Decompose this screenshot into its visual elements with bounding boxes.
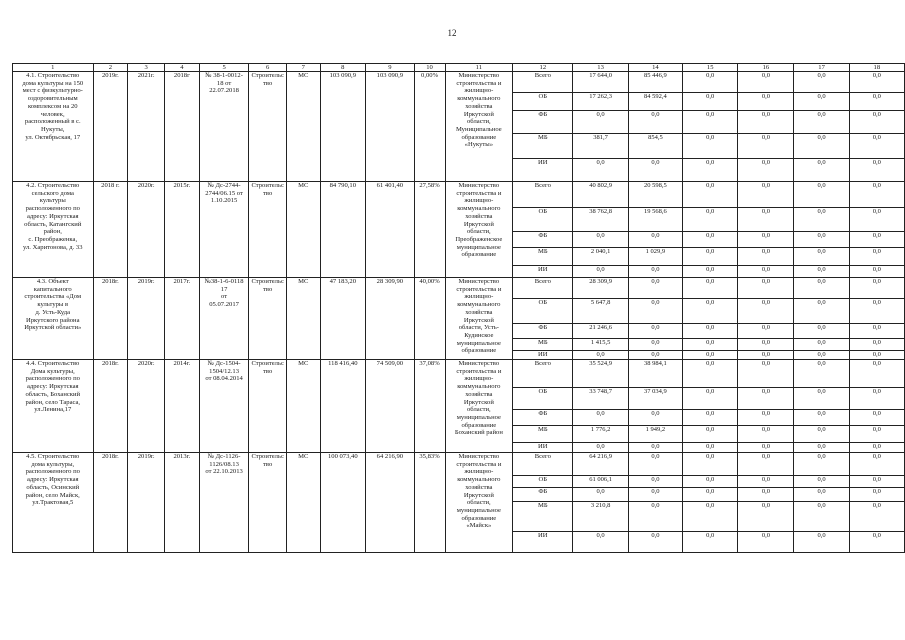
funding-source-regional-budget: ОБ [513, 299, 573, 324]
readiness-percent-cell: 37,08% [414, 360, 445, 453]
funding-amount-cell: 0,0 [794, 443, 849, 453]
design-year-cell: 2018г [164, 72, 199, 182]
funding-amount-cell: 0,0 [738, 532, 794, 553]
funding-amount-cell: 0,0 [738, 476, 794, 488]
funding-amount-cell: 0,0 [738, 502, 794, 532]
funding-amount-cell: 2 040,1 [573, 248, 628, 266]
funding-amount-cell: 17 644,0 [573, 72, 628, 93]
funding-amount-cell: 38 762,8 [573, 208, 628, 232]
funding-amount-cell: 0,0 [683, 93, 738, 111]
funding-amount-cell: 0,0 [628, 278, 682, 299]
readiness-percent-cell: 35,83% [414, 453, 445, 553]
funding-amount-cell: 0,0 [738, 426, 794, 443]
funding-amount-cell: 0,0 [683, 232, 738, 248]
work-type-cell: Строительс тво [249, 72, 286, 182]
funding-amount-cell: 35 524,9 [573, 360, 628, 388]
object-name-cell: 4.4. Строительство Дома культуры, расположенного по адресу: Иркутская область, Боханский район, село Тараса, ул.Ленина,17 [13, 360, 94, 453]
ownership-cell: МС [286, 72, 320, 182]
column-number-15: 15 [683, 64, 738, 72]
funding-amount-cell: 0,0 [849, 410, 904, 426]
readiness-percent-cell: 40,00% [414, 278, 445, 360]
object-name-cell: 4.2. Строительство сельского дома культуры расположенного по адресу: Иркутская область, Катангский район, с. Преображенка, ул. Харитонова, д. 33 [13, 182, 94, 278]
funding-amount-cell: 0,0 [849, 339, 904, 351]
funding-amount-cell: 19 568,6 [628, 208, 682, 232]
funding-amount-cell: 0,0 [683, 339, 738, 351]
funding-amount-cell: 0,0 [628, 502, 682, 532]
design-year-cell: 2014г. [164, 360, 199, 453]
funding-amount-cell: 1 415,5 [573, 339, 628, 351]
work-type-cell: Строительс тво [249, 182, 286, 278]
work-type-cell: Строительс тво [249, 278, 286, 360]
funding-amount-cell: 854,5 [628, 134, 682, 159]
funding-amount-cell: 0,0 [849, 502, 904, 532]
end-year-cell: 2020г. [128, 360, 165, 453]
page-number: 12 [447, 28, 457, 38]
ownership-cell: МС [286, 182, 320, 278]
funding-amount-cell: 0,0 [573, 488, 628, 502]
funding-amount-cell: 0,0 [738, 182, 794, 208]
funding-amount-cell: 0,0 [849, 324, 904, 339]
funding-amount-cell: 0,0 [683, 134, 738, 159]
funding-amount-cell: 0,0 [794, 299, 849, 324]
funding-amount-cell: 0,0 [628, 476, 682, 488]
funding-amount-cell: 0,0 [628, 532, 682, 553]
funding-amount-cell: 0,0 [794, 266, 849, 278]
funding-amount-cell: 0,0 [794, 248, 849, 266]
funding-amount-cell: 5 647,8 [573, 299, 628, 324]
column-number-13: 13 [573, 64, 628, 72]
funding-amount-cell: 0,0 [849, 388, 904, 410]
funding-amount-cell: 0,0 [849, 182, 904, 208]
column-number-4: 4 [164, 64, 199, 72]
responsible-executor-cell: Министерство строительства и жилищно- коммунального хозяйства Иркутской области, Преображенское муниципальное образование [445, 182, 513, 278]
funding-amount-cell: 1 029,9 [628, 248, 682, 266]
funding-amount-cell: 40 802,9 [573, 182, 628, 208]
column-number-18: 18 [849, 64, 904, 72]
funding-amount-cell: 0,0 [683, 159, 738, 182]
table-row [13, 72, 905, 93]
estimated-cost-cell: 118 416,40 [320, 360, 366, 453]
expertise-conclusion-cell: № 38-1-0012- 18 от 22.07.2018 [199, 72, 249, 182]
construction-projects-table [12, 63, 905, 553]
funding-amount-cell: 0,0 [794, 426, 849, 443]
funding-amount-cell: 0,0 [738, 299, 794, 324]
remaining-cost-cell: 74 509,00 [366, 360, 415, 453]
design-year-cell: 2013г. [164, 453, 199, 553]
responsible-executor-cell: Министерство строительства и жилищно- коммунального хозяйства Иркутской области, муниципальное образование Боханский район [445, 360, 513, 453]
funding-amount-cell: 0,0 [683, 426, 738, 443]
funding-amount-cell: 0,0 [738, 488, 794, 502]
funding-amount-cell: 0,0 [683, 278, 738, 299]
funding-amount-cell: 0,0 [849, 72, 904, 93]
funding-amount-cell: 0,0 [628, 351, 682, 360]
object-name-cell: 4.3. Объект капитального строительства «Дом культуры в д. Усть-Куда Иркутского района Иркутской области» [13, 278, 94, 360]
funding-amount-cell: 0,0 [683, 360, 738, 388]
funding-amount-cell: 61 006,1 [573, 476, 628, 488]
funding-amount-cell: 0,0 [849, 453, 904, 476]
funding-amount-cell: 0,0 [628, 299, 682, 324]
work-type-cell: Строительс тво [249, 360, 286, 453]
funding-source-other-sources: ИИ [513, 266, 573, 278]
funding-amount-cell: 0,0 [794, 532, 849, 553]
funding-amount-cell: 0,0 [683, 532, 738, 553]
funding-source-total: Всего [513, 182, 573, 208]
estimated-cost-cell: 103 090,9 [320, 72, 366, 182]
funding-amount-cell: 0,0 [683, 388, 738, 410]
funding-amount-cell: 0,0 [849, 443, 904, 453]
funding-source-municipal-budget: МБ [513, 339, 573, 351]
estimated-cost-cell: 84 790,10 [320, 182, 366, 278]
funding-amount-cell: 0,0 [738, 388, 794, 410]
funding-source-other-sources: ИИ [513, 532, 573, 553]
funding-amount-cell: 1 949,2 [628, 426, 682, 443]
column-number-11: 11 [445, 64, 513, 72]
remaining-cost-cell: 28 309,90 [366, 278, 415, 360]
funding-source-federal-budget: ФБ [513, 111, 573, 134]
funding-amount-cell: 0,0 [628, 111, 682, 134]
table-row [13, 182, 905, 208]
funding-amount-cell: 0,0 [849, 134, 904, 159]
funding-source-other-sources: ИИ [513, 159, 573, 182]
funding-source-municipal-budget: МБ [513, 502, 573, 532]
funding-source-total: Всего [513, 360, 573, 388]
funding-amount-cell: 21 246,6 [573, 324, 628, 339]
funding-amount-cell: 0,0 [849, 532, 904, 553]
funding-amount-cell: 0,0 [738, 111, 794, 134]
funding-amount-cell: 0,0 [738, 72, 794, 93]
funding-amount-cell: 0,0 [794, 453, 849, 476]
column-number-6: 6 [249, 64, 286, 72]
funding-amount-cell: 0,0 [738, 232, 794, 248]
funding-amount-cell: 0,0 [794, 339, 849, 351]
start-year-cell: 2018 г. [93, 182, 128, 278]
responsible-executor-cell: Министерство строительства и жилищно- коммунального хозяйства Иркутской области, Муниципальное образование «Нукуты» [445, 72, 513, 182]
remaining-cost-cell: 103 090,9 [366, 72, 415, 182]
funding-amount-cell: 0,0 [628, 266, 682, 278]
funding-amount-cell: 0,0 [794, 159, 849, 182]
ownership-cell: МС [286, 360, 320, 453]
funding-source-federal-budget: ФБ [513, 324, 573, 339]
funding-source-total: Всего [513, 453, 573, 476]
object-name-cell: 4.5. Строительство дома культуры, расположенного по адресу: Иркутская область, Осинский район, село Майск, ул.Трактовая,5 [13, 453, 94, 553]
funding-amount-cell: 0,0 [683, 351, 738, 360]
end-year-cell: 2019г. [128, 278, 165, 360]
funding-amount-cell: 0,0 [628, 488, 682, 502]
expertise-conclusion-cell: № Дс-1504- 1504/12.13 от 08.04.2014 [199, 360, 249, 453]
funding-amount-cell: 0,0 [849, 111, 904, 134]
funding-amount-cell: 0,0 [628, 232, 682, 248]
funding-amount-cell: 0,0 [794, 278, 849, 299]
column-number-14: 14 [628, 64, 682, 72]
funding-amount-cell: 0,0 [849, 159, 904, 182]
responsible-executor-cell: Министерство строительства и жилищно- коммунального хозяйства Иркутской области, Усть- Кудинское муниципальное образование [445, 278, 513, 360]
end-year-cell: 2019г. [128, 453, 165, 553]
funding-source-municipal-budget: МБ [513, 134, 573, 159]
funding-amount-cell: 0,0 [573, 443, 628, 453]
funding-amount-cell: 0,0 [683, 476, 738, 488]
funding-source-regional-budget: ОБ [513, 93, 573, 111]
funding-amount-cell: 0,0 [738, 266, 794, 278]
funding-source-other-sources: ИИ [513, 443, 573, 453]
funding-amount-cell: 0,0 [849, 278, 904, 299]
funding-amount-cell: 20 598,5 [628, 182, 682, 208]
readiness-percent-cell: 0,00% [414, 72, 445, 182]
column-number-1: 1 [13, 64, 94, 72]
funding-source-total: Всего [513, 278, 573, 299]
design-year-cell: 2015г. [164, 182, 199, 278]
funding-source-municipal-budget: МБ [513, 248, 573, 266]
funding-source-total: Всего [513, 72, 573, 93]
work-type-cell: Строительс тво [249, 453, 286, 553]
funding-amount-cell: 0,0 [573, 532, 628, 553]
start-year-cell: 2018г. [93, 453, 128, 553]
funding-amount-cell: 0,0 [794, 360, 849, 388]
column-number-12: 12 [513, 64, 573, 72]
funding-amount-cell: 0,0 [849, 93, 904, 111]
funding-amount-cell: 0,0 [849, 248, 904, 266]
funding-amount-cell: 0,0 [628, 339, 682, 351]
funding-amount-cell: 0,0 [794, 232, 849, 248]
expertise-conclusion-cell: № Дс-1126- 1126/08.13 от 22.10.2013 [199, 453, 249, 553]
funding-amount-cell: 0,0 [794, 488, 849, 502]
funding-amount-cell: 0,0 [738, 278, 794, 299]
funding-amount-cell: 0,0 [628, 410, 682, 426]
funding-source-federal-budget: ФБ [513, 488, 573, 502]
funding-amount-cell: 3 210,8 [573, 502, 628, 532]
object-name-cell: 4.1. Строительство дома культуры на 150 мест с физкультурно- оздоровительным комплексом на 20 человек, расположенный в с. Нукуты, ул. Октябрьская, 17 [13, 72, 94, 182]
funding-amount-cell: 0,0 [573, 351, 628, 360]
readiness-percent-cell: 27,58% [414, 182, 445, 278]
funding-amount-cell: 0,0 [738, 324, 794, 339]
funding-amount-cell: 0,0 [849, 426, 904, 443]
funding-amount-cell: 0,0 [683, 488, 738, 502]
remaining-cost-cell: 64 216,90 [366, 453, 415, 553]
funding-amount-cell: 0,0 [683, 208, 738, 232]
expertise-conclusion-cell: № Дс-2744- 2744/06.15 от 1.10.2015 [199, 182, 249, 278]
funding-amount-cell: 0,0 [849, 351, 904, 360]
funding-amount-cell: 0,0 [738, 351, 794, 360]
ownership-cell: МС [286, 278, 320, 360]
funding-amount-cell: 17 262,3 [573, 93, 628, 111]
remaining-cost-cell: 61 401,40 [366, 182, 415, 278]
column-number-10: 10 [414, 64, 445, 72]
funding-amount-cell: 0,0 [794, 72, 849, 93]
funding-amount-cell: 381,7 [573, 134, 628, 159]
column-number-17: 17 [794, 64, 849, 72]
funding-amount-cell: 0,0 [683, 248, 738, 266]
funding-amount-cell: 0,0 [683, 453, 738, 476]
column-number-3: 3 [128, 64, 165, 72]
funding-amount-cell: 0,0 [794, 324, 849, 339]
column-number-16: 16 [738, 64, 794, 72]
funding-amount-cell: 0,0 [683, 111, 738, 134]
funding-amount-cell: 0,0 [738, 159, 794, 182]
start-year-cell: 2019г. [93, 72, 128, 182]
funding-amount-cell: 37 034,9 [628, 388, 682, 410]
column-number-8: 8 [320, 64, 366, 72]
funding-amount-cell: 0,0 [794, 410, 849, 426]
funding-amount-cell: 85 446,9 [628, 72, 682, 93]
funding-amount-cell: 0,0 [849, 266, 904, 278]
funding-amount-cell: 0,0 [628, 324, 682, 339]
column-number-7: 7 [286, 64, 320, 72]
funding-amount-cell: 0,0 [683, 299, 738, 324]
table-row [13, 360, 905, 388]
funding-amount-cell: 0,0 [738, 208, 794, 232]
estimated-cost-cell: 100 073,40 [320, 453, 366, 553]
funding-amount-cell: 0,0 [794, 351, 849, 360]
funding-amount-cell: 0,0 [738, 93, 794, 111]
funding-amount-cell: 28 309,9 [573, 278, 628, 299]
funding-amount-cell: 0,0 [738, 410, 794, 426]
column-number-5: 5 [199, 64, 249, 72]
funding-source-federal-budget: ФБ [513, 410, 573, 426]
funding-source-regional-budget: ОБ [513, 388, 573, 410]
funding-amount-cell: 0,0 [794, 388, 849, 410]
funding-amount-cell: 0,0 [573, 159, 628, 182]
funding-amount-cell: 0,0 [628, 453, 682, 476]
funding-source-municipal-budget: МБ [513, 426, 573, 443]
funding-amount-cell: 0,0 [573, 232, 628, 248]
expertise-conclusion-cell: №38-1-6-0118 17 от 05.07.2017 [199, 278, 249, 360]
responsible-executor-cell: Министерство строительства и жилищно- коммунального хозяйства Иркутской области, муниципальное образование «Майск» [445, 453, 513, 553]
estimated-cost-cell: 47 183,20 [320, 278, 366, 360]
funding-amount-cell: 0,0 [683, 72, 738, 93]
funding-amount-cell: 0,0 [683, 182, 738, 208]
funding-amount-cell: 0,0 [794, 93, 849, 111]
funding-amount-cell: 0,0 [628, 443, 682, 453]
funding-source-federal-budget: ФБ [513, 232, 573, 248]
funding-source-other-sources: ИИ [513, 351, 573, 360]
funding-amount-cell: 0,0 [794, 182, 849, 208]
funding-amount-cell: 0,0 [794, 134, 849, 159]
funding-amount-cell: 0,0 [683, 443, 738, 453]
funding-amount-cell: 0,0 [794, 502, 849, 532]
funding-amount-cell: 0,0 [849, 299, 904, 324]
funding-amount-cell: 0,0 [794, 208, 849, 232]
table-row [13, 278, 905, 299]
funding-amount-cell: 0,0 [628, 159, 682, 182]
funding-amount-cell: 0,0 [573, 111, 628, 134]
funding-amount-cell: 1 776,2 [573, 426, 628, 443]
funding-amount-cell: 33 748,7 [573, 388, 628, 410]
ownership-cell: МС [286, 453, 320, 553]
funding-source-regional-budget: ОБ [513, 476, 573, 488]
table-row [13, 453, 905, 476]
design-year-cell: 2017г. [164, 278, 199, 360]
funding-amount-cell: 0,0 [738, 134, 794, 159]
funding-amount-cell: 0,0 [849, 360, 904, 388]
column-number-row [13, 64, 905, 72]
start-year-cell: 2018г. [93, 360, 128, 453]
funding-amount-cell: 0,0 [849, 208, 904, 232]
funding-amount-cell: 38 984,1 [628, 360, 682, 388]
funding-amount-cell: 0,0 [738, 453, 794, 476]
end-year-cell: 2021г. [128, 72, 165, 182]
funding-source-regional-budget: ОБ [513, 208, 573, 232]
funding-amount-cell: 64 216,9 [573, 453, 628, 476]
funding-amount-cell: 0,0 [738, 339, 794, 351]
column-number-9: 9 [366, 64, 415, 72]
funding-amount-cell: 0,0 [849, 232, 904, 248]
funding-amount-cell: 0,0 [573, 410, 628, 426]
funding-amount-cell: 0,0 [683, 324, 738, 339]
funding-amount-cell: 0,0 [683, 266, 738, 278]
funding-amount-cell: 0,0 [794, 111, 849, 134]
funding-amount-cell: 0,0 [683, 502, 738, 532]
funding-amount-cell: 0,0 [738, 443, 794, 453]
funding-amount-cell: 0,0 [794, 476, 849, 488]
funding-amount-cell: 0,0 [683, 410, 738, 426]
funding-amount-cell: 0,0 [573, 266, 628, 278]
start-year-cell: 2018г. [93, 278, 128, 360]
funding-amount-cell: 0,0 [849, 488, 904, 502]
end-year-cell: 2020г. [128, 182, 165, 278]
funding-amount-cell: 84 592,4 [628, 93, 682, 111]
funding-amount-cell: 0,0 [849, 476, 904, 488]
funding-amount-cell: 0,0 [738, 360, 794, 388]
column-number-2: 2 [93, 64, 128, 72]
funding-amount-cell: 0,0 [738, 248, 794, 266]
